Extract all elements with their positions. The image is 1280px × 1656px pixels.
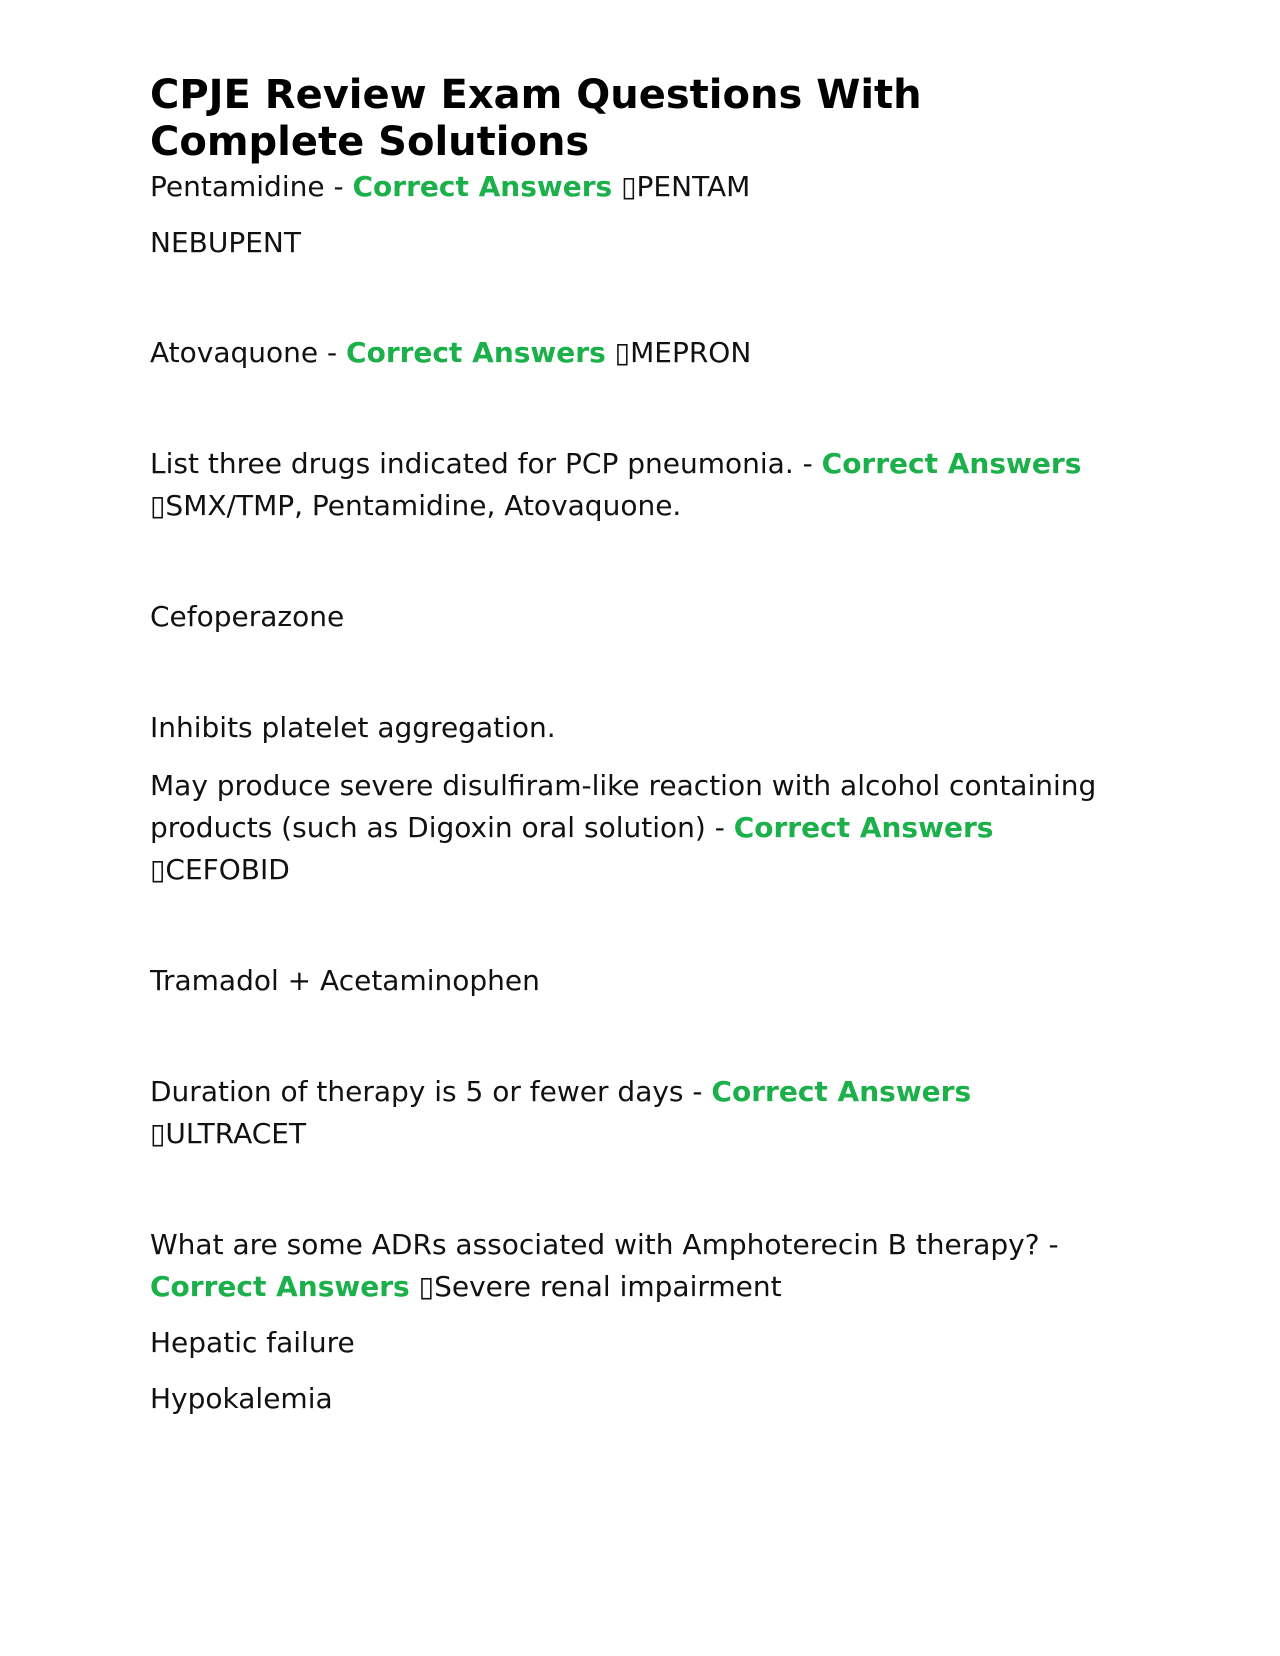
question-text: Duration of therapy is 5 or fewer days - <box>150 1075 712 1108</box>
text-tramadol: Tramadol + Acetaminophen <box>150 964 540 997</box>
correct-answers-label: Correct Answers <box>821 447 1082 480</box>
qa-disulfiram <box>150 765 1130 891</box>
box-glyph-icon: ▯ <box>150 853 166 886</box>
document-page <box>150 72 1130 1420</box>
text-hypokalemia: Hypokalemia <box>150 1382 333 1415</box>
qa-pentamidine <box>150 166 1130 208</box>
answer-text: SMX/TMP, Pentamidine, Atovaquone. <box>165 489 682 522</box>
correct-answers-label: Correct Answers <box>711 1075 972 1108</box>
box-glyph-icon: ▯ <box>614 336 631 369</box>
answer-text: MEPRON <box>630 336 752 369</box>
qa-amphotericin <box>150 1224 1130 1308</box>
text-nebupent: NEBUPENT <box>150 226 301 259</box>
question-text: Atovaquone - <box>150 336 347 369</box>
question-text: May produce severe disulfiram-like reaction with alcohol containing products (such as Digoxin oral solution) - <box>150 769 1097 844</box>
text-hepatic: Hepatic failure <box>150 1326 355 1359</box>
answer-text: PENTAM <box>636 170 751 203</box>
box-glyph-icon: ▯ <box>150 1117 166 1150</box>
answer-text: CEFOBID <box>165 853 290 886</box>
document-title: CPJE Review Exam Questions With Complete Solutions <box>150 72 922 165</box>
correct-answers-label: Correct Answers <box>352 170 613 203</box>
qa-atovaquone <box>150 332 1130 374</box>
text-cefoperazone: Cefoperazone <box>150 600 345 633</box>
box-glyph-icon: ▯ <box>418 1270 435 1303</box>
correct-answers-label: Correct Answers <box>346 336 606 369</box>
answer-text: ULTRACET <box>165 1117 307 1150</box>
box-glyph-icon: ▯ <box>621 170 637 203</box>
correct-answers-label: Correct Answers <box>150 1270 410 1303</box>
question-text: Pentamidine - <box>150 170 353 203</box>
answer-text: Severe renal impairment <box>434 1270 782 1303</box>
correct-answers-label: Correct Answers <box>733 811 994 844</box>
box-glyph-icon: ▯ <box>150 489 166 522</box>
text-platelet: Inhibits platelet aggregation. <box>150 711 556 744</box>
qa-pcp-drugs <box>150 443 1130 527</box>
question-text: List three drugs indicated for PCP pneumonia. - <box>150 447 822 480</box>
question-text: What are some ADRs associated with Amphoterecin B therapy? - <box>150 1228 1059 1261</box>
qa-duration <box>150 1071 1130 1155</box>
